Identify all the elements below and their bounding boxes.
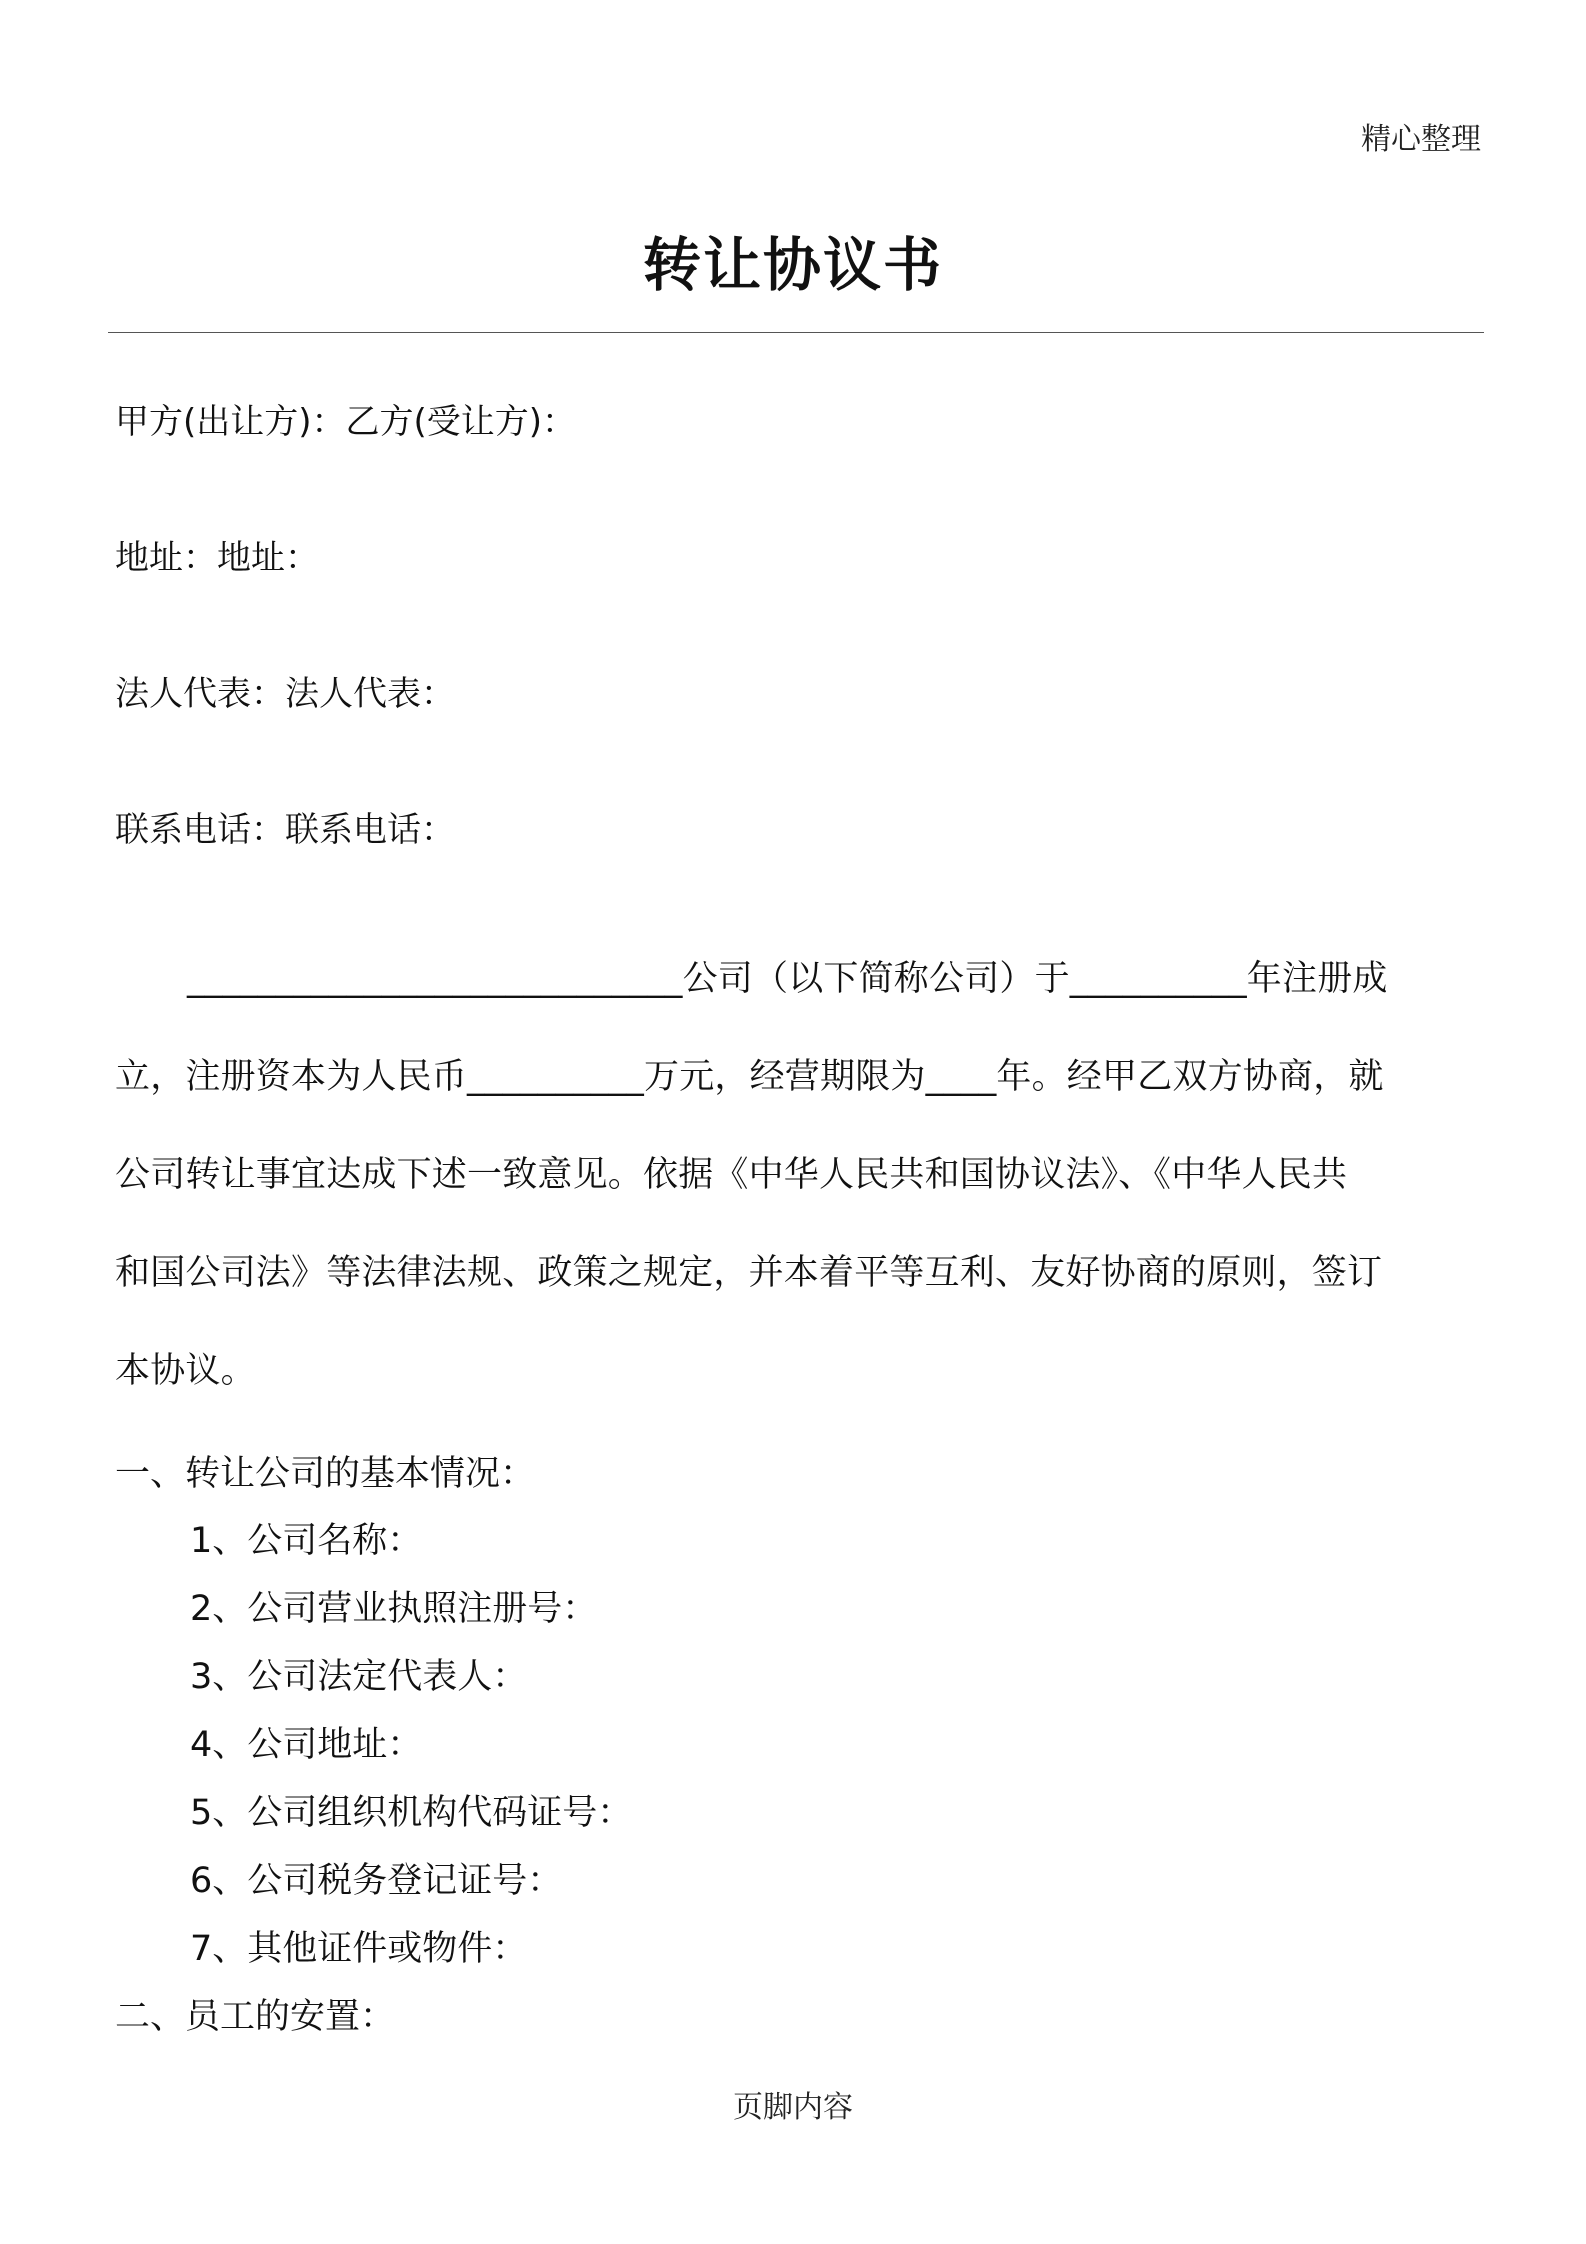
paragraph-line: 和国公司法》等法律法规、政策之规定，并本着平等互利、友好协商的原则，签订 — [115, 1253, 1383, 1293]
preamble-paragraph — [115, 930, 1475, 1420]
paragraph-line: 公司转让事宜达成下述一致意见。依据《中华人民共和国协议法》、《中华人民共 — [115, 1155, 1348, 1195]
header-note: 精心整理 — [1361, 122, 1481, 157]
footer-note: 页脚内容 — [733, 2090, 853, 2125]
section-1-item: 1、公司名称： — [190, 1521, 423, 1561]
paragraph-line: 本协议。 — [115, 1351, 256, 1391]
party-address-line: 地址：地址： — [115, 538, 319, 578]
section-1-heading: 一、转让公司的基本情况： — [115, 1454, 536, 1494]
section-1-item: 5、公司组织机构代码证号： — [190, 1793, 633, 1833]
section-1-item: 2、公司营业执照注册号： — [190, 1589, 598, 1629]
section-2-heading: 二、员工的安置： — [115, 1997, 396, 2037]
paragraph-line: 立，注册资本为人民币__________万元，经营期限为____年。经甲乙双方协商，就 — [115, 1057, 1384, 1097]
party-phone-line: 联系电话：联系电话： — [115, 810, 455, 850]
party-names-line: 甲方(出让方)：乙方(受让方)： — [115, 402, 577, 442]
paragraph-line: ____________________________公司（以下简称公司）于__________年注册成 — [187, 959, 1388, 999]
section-1-item: 3、公司法定代表人： — [190, 1657, 528, 1697]
document-title: 转让协议书 — [642, 231, 943, 299]
party-legal-rep-line: 法人代表：法人代表： — [115, 674, 455, 714]
section-1-item: 7、其他证件或物件： — [190, 1929, 528, 1969]
section-1-item: 6、公司税务登记证号： — [190, 1861, 563, 1901]
title-divider — [108, 332, 1484, 333]
section-1-item: 4、公司地址： — [190, 1725, 423, 1765]
